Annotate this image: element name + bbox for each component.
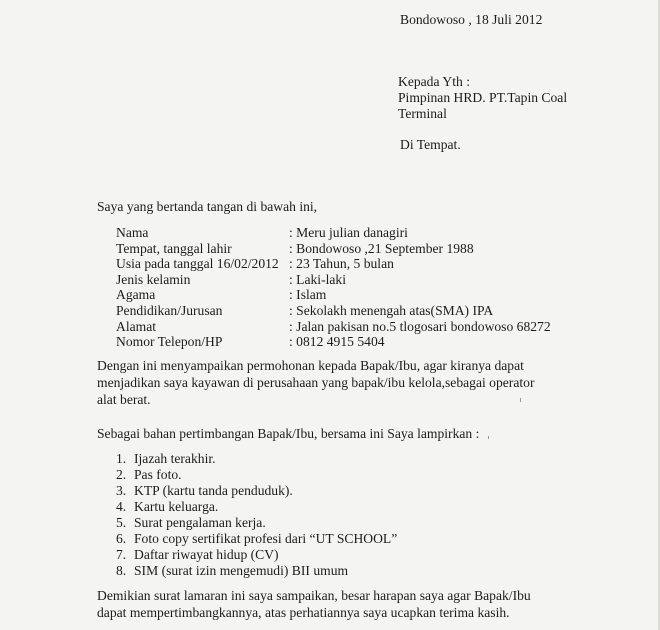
list-item-text: Pas foto. [134, 467, 182, 482]
opening-line: Saya yang bertanda tangan di bawah ini, [97, 199, 318, 214]
recipient-line-1: Pimpinan HRD. PT.Tapin Coal [398, 90, 568, 105]
list-item [116, 499, 397, 515]
identity-value: : Sekolakh menengah atas(SMA) IPA [289, 302, 494, 318]
identity-label: Tempat, tanggal lahir [116, 240, 232, 256]
list-item-number: 1. [116, 451, 127, 466]
scan-speck [488, 436, 489, 439]
identity-value: : Bondowoso ,21 September 1988 [289, 240, 474, 256]
list-item [116, 547, 397, 563]
request-paragraph: Dengan ini menyampaikan permohonan kepada Bapak/Ibu, agar kiranya dapat menjadikan saya kayawan di perusahaan yang bapak/ibu kelola,sebagai operator alat berat. [97, 358, 535, 407]
recipient-line-2: Terminal [398, 106, 447, 121]
identity-value: : Laki-laki [289, 271, 346, 287]
list-item [116, 451, 397, 467]
identity-value: : 0812 4915 5404 [289, 334, 385, 350]
list-item-number: 8. [116, 563, 127, 578]
list-item-number: 5. [116, 515, 127, 530]
list-item-text: Kartu keluarga. [134, 499, 219, 514]
identity-value: : Islam [289, 287, 327, 303]
list-item-text: Ijazah terakhir. [134, 451, 216, 466]
recipient-block [398, 74, 567, 122]
list-item [116, 515, 397, 531]
identity-label: Nama [116, 225, 149, 240]
scan-speck [520, 398, 521, 402]
identity-label: Usia pada tanggal 16/02/2012 [116, 256, 279, 272]
attachment-list [116, 451, 397, 579]
list-item [116, 467, 397, 483]
list-item [116, 483, 397, 499]
list-item-number: 3. [116, 483, 127, 498]
identity-label: Jenis kelamin [116, 271, 191, 287]
list-item-number: 6. [116, 531, 127, 546]
identity-label: Nomor Telepon/HP [116, 334, 223, 350]
identity-row [116, 272, 551, 288]
recipient-location: Di Tempat. [400, 137, 461, 152]
identity-row [116, 225, 551, 241]
list-item [116, 563, 397, 579]
identity-value: : Meru julian danagiri [289, 225, 408, 240]
list-item-text: SIM (surat izin mengemudi) BII umum [134, 563, 349, 578]
identity-label: Agama [116, 287, 156, 303]
recipient-salutation: Kepada Yth : [398, 74, 470, 89]
list-item-number: 2. [116, 467, 127, 482]
attachments-intro: Sebagai bahan pertimbangan Bapak/Ibu, bersama ini Saya lampirkan : [97, 426, 480, 441]
list-item [116, 531, 397, 547]
list-item-text: KTP (kartu tanda penduduk). [134, 483, 293, 498]
identity-row [116, 287, 551, 303]
identity-label: Alamat [116, 318, 157, 334]
closing-paragraph: Demikian surat lamaran ini saya sampaikan, besar harapan saya agar Bapak/Ibu dapat mempertimbangkannya, atas perhatiannya saya ucapkan terima kasih. [97, 588, 531, 620]
list-item-number: 4. [116, 499, 127, 514]
identity-table [116, 225, 551, 350]
place-date: Bondowoso , 18 Juli 2012 [400, 12, 543, 27]
identity-row [116, 241, 551, 257]
identity-row [116, 256, 551, 272]
identity-value: : 23 Tahun, 5 bulan [289, 256, 394, 272]
identity-row [116, 319, 551, 335]
identity-row [116, 334, 551, 350]
list-item-text: Surat pengalaman kerja. [134, 515, 266, 530]
list-item-text: Daftar riwayat hidup (CV) [134, 547, 279, 562]
list-item-number: 7. [116, 547, 127, 562]
identity-label: Pendidikan/Jurusan [116, 302, 223, 318]
list-item-text: Foto copy sertifikat profesi dari “UT SCHOOL” [134, 531, 398, 546]
identity-row [116, 303, 551, 319]
identity-value: : Jalan pakisan no.5 tlogosari bondowoso 68272 [289, 318, 551, 334]
